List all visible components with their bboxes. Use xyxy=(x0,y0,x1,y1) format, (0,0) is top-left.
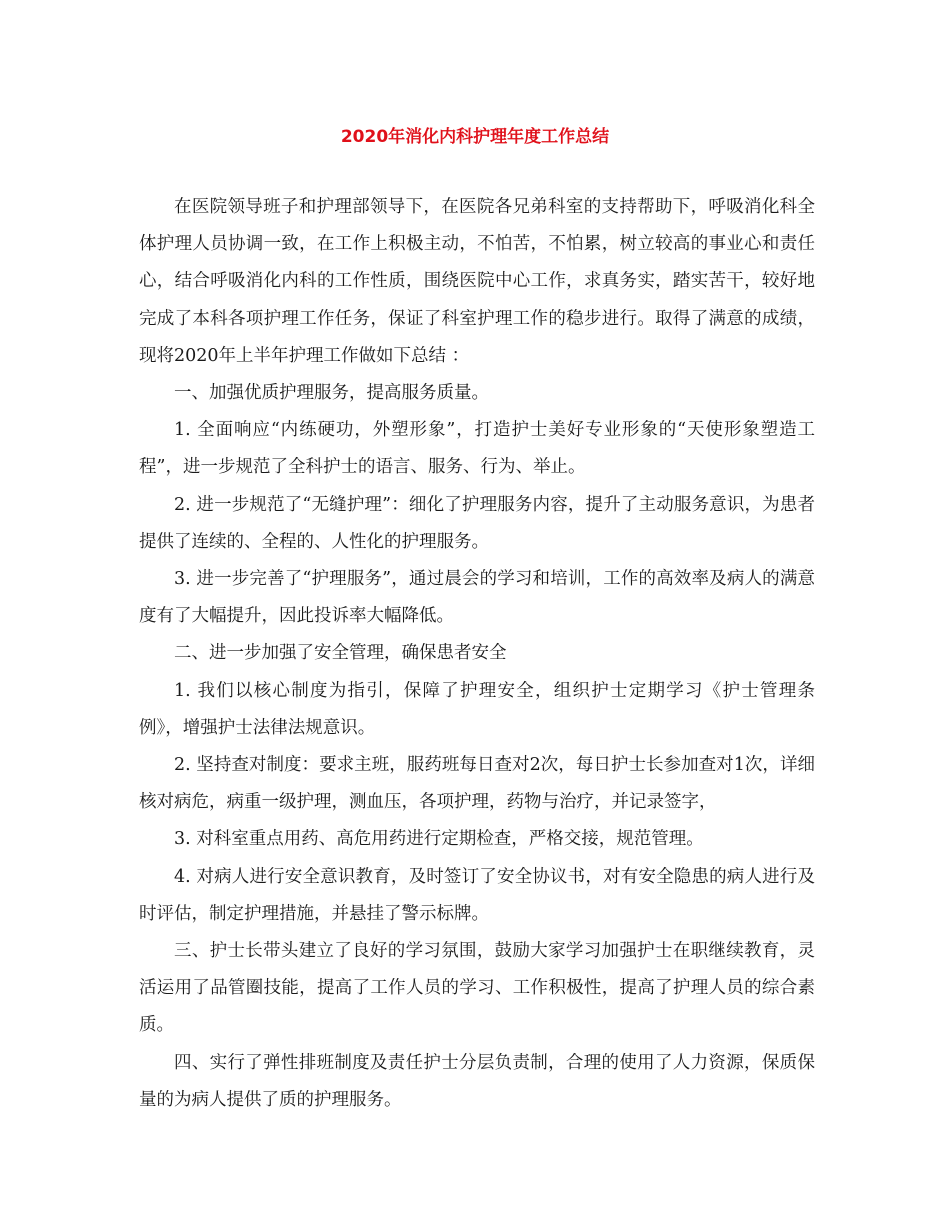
list-item: 3. 对科室重点用药、高危用药进行定期检查，严格交接，规范管理。 xyxy=(174,829,704,850)
section-paragraph-4: 四、实行了弹性排班制度及责任护士分层负责制，合理的使用了人力资源，保质保量的为病人提供了质的护理服务。 xyxy=(139,1052,815,1110)
section-paragraph-3: 三、护士长带头建立了良好的学习氛围，鼓励大家学习加强护士在职继续教育，灵活运用了品管圈技能，提高了工作人员的学习、工作积极性，提高了护理人员的综合素质。 xyxy=(139,941,815,1036)
list-item: 3. 进一步完善了“护理服务”，通过晨会的学习和培训，工作的高效率及病人的满意度有了大幅提升，因此投诉率大幅降低。 xyxy=(139,569,815,627)
document-title: 2020年消化内科护理年度工作总结 xyxy=(340,127,610,147)
list-item: 1. 全面响应“内练硬功，外塑形象”，打造护士美好专业形象的“天使形象塑造工程”，进一步规范了全科护士的语言、服务、行为、举止。 xyxy=(139,420,815,478)
section-heading-1: 一、加强优质护理服务，提高服务质量。 xyxy=(174,383,489,404)
section-heading-2: 二、进一步加强了安全管理，确保患者安全 xyxy=(174,643,507,664)
list-item: 1. 我们以核心制度为指引，保障了护理安全，组织护士定期学习《护士管理条例》，增强护士法律法规意识。 xyxy=(139,680,815,738)
list-item: 2. 进一步规范了“无缝护理”：细化了护理服务内容，提升了主动服务意识，为患者提供了连续的、全程的、人性化的护理服务。 xyxy=(139,494,815,552)
list-item: 2. 坚持查对制度：要求主班，服药班每日查对2次，每日护士长参加查对1次，详细核对病危，病重一级护理，测血压，各项护理，药物与治疗，并记录签字， xyxy=(139,755,815,813)
list-item: 4. 对病人进行安全意识教育，及时签订了安全协议书，对有安全隐患的病人进行及时评估，制定护理措施，并悬挂了警示标牌。 xyxy=(139,866,815,924)
paragraph-intro: 在医院领导班子和护理部领导下，在医院各兄弟科室的支持帮助下，呼吸消化科全体护理人员协调一致，在工作上积极主动，不怕苦，不怕累，树立较高的事业心和责任心，结合呼吸消化内科的工作性质，围绕医院中心工作，求真务实，踏实苦干，较好地完成了本科各项护理工作任务，保证了科室护理工作的稳步进行。取得了满意的成绩，现将2020年上半年护理工作做如下总结 ： xyxy=(139,197,815,366)
document-body xyxy=(139,189,815,1119)
